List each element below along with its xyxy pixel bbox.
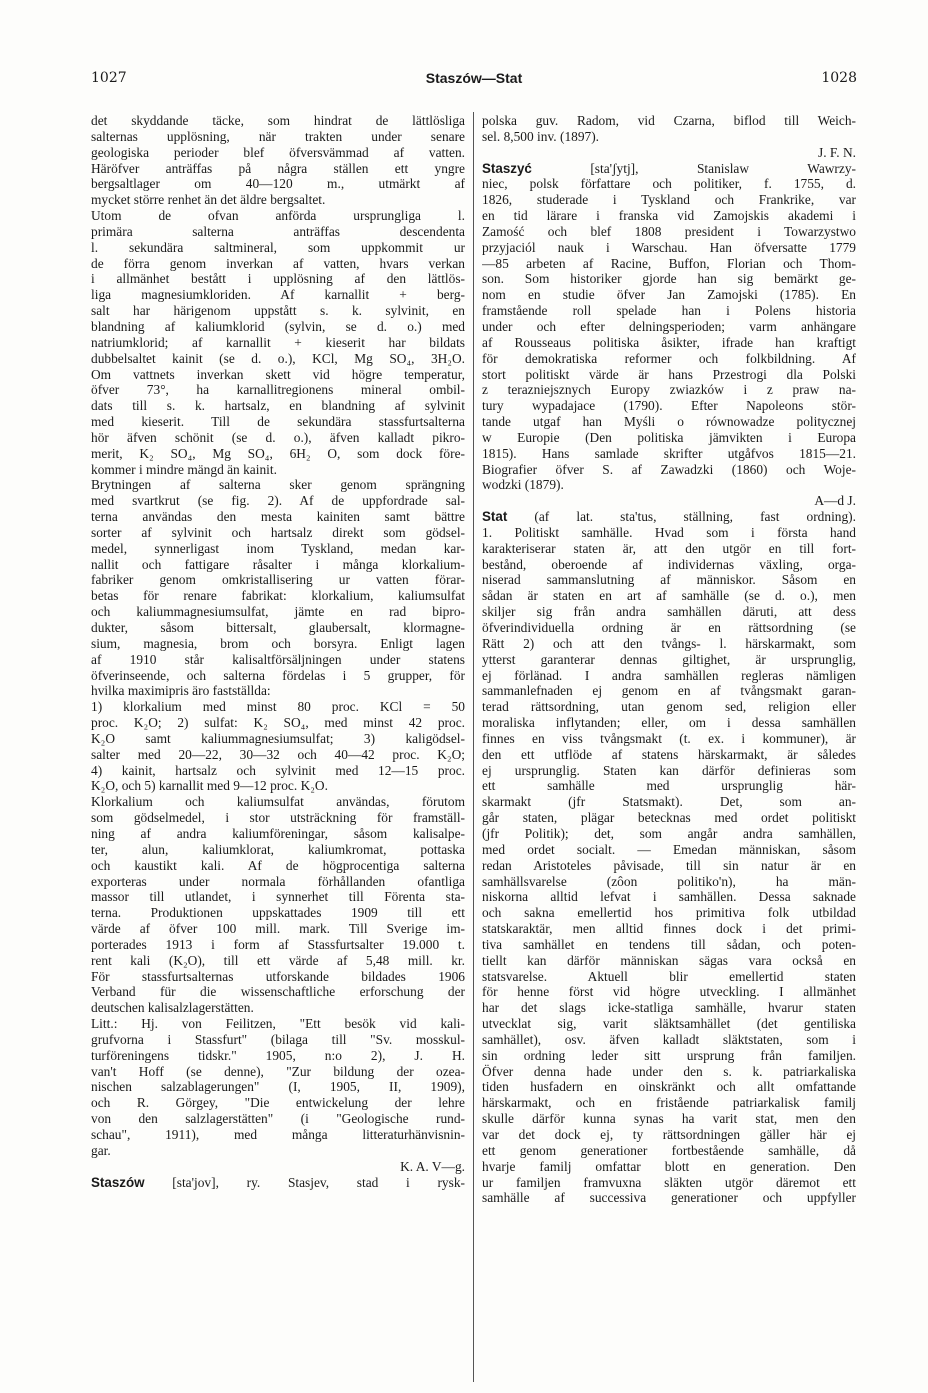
right-column-line: och sakna emellertid hos primitiva folk utbildad — [482, 905, 856, 921]
right-column-line: sel. 8,500 inv. (1897). — [482, 128, 600, 144]
right-column-line: stort politiskt värde är hans Przestrogi dla Polski — [482, 366, 856, 382]
left-column-line: sorter af sylvinit och hartsalz direkt som gödsel- — [91, 524, 465, 540]
left-column-line: Staszów [sta'jov], ry. Stasjev, stad i rysk- — [91, 1174, 465, 1190]
left-column-line: de förra genom inverkan af vatten, hvars verkan — [91, 255, 465, 271]
left-column-line: Häröfver anträffas på några ställen ett yngre — [91, 160, 465, 176]
right-column-line: w Europie (Den politiska jämvikten i Europa — [482, 429, 856, 445]
left-page-number: 1027 — [91, 70, 127, 86]
left-column-line: Litt.: Hj. von Feilitzen, "Ett besök vid kali- — [91, 1016, 465, 1032]
right-column-line: af Rousseaus politiska åsikter, ifrade han kraftigt — [482, 334, 856, 350]
left-column-line: massor till utlandet, i synnerhet till Förenta sta- — [91, 889, 465, 905]
left-column-line: betas för renare fabrikat: klorkalium, kaliumsulfat — [91, 588, 465, 604]
right-column-line: —85 arbeten af Racine, Buffon, Florian och Thom- — [482, 255, 856, 271]
right-column-line: przyjaciól nauk i Warschau. Han öfversatte 1779 — [482, 239, 856, 255]
right-column-line: 1815). Hans samlade skrifter utgåfvos 1815—21. — [482, 445, 856, 461]
right-column-line: har det slags icke-statliga samhälle, hvarur staten — [482, 1000, 856, 1016]
left-column-line: medel, synnerligast inom Tyskland, medan kar- — [91, 540, 465, 556]
left-column — [91, 113, 465, 1190]
left-column-line: nallit och fattigare råsalter i många klorkalium- — [91, 556, 465, 572]
left-column-line: dats till s. k. hartsalz, en blandning af sylvinit — [91, 398, 465, 414]
left-column-line: ter, alun, kaliumklorat, kaliumkromat, pottaska — [91, 841, 465, 857]
right-column-line: för henne först vid högre utveckling. I allmänhet — [482, 984, 856, 1000]
right-column-line: hvarje familj omfattar blott en generation. Den — [482, 1158, 856, 1174]
right-column-line: var det dock ej, ty rättsordningen gäller här ej — [482, 1127, 856, 1142]
left-column-line: Om vattnets inverkan skett vid högre temperatur, — [91, 366, 465, 382]
left-column-line: och R. Görgey, "Die entwickelung der lehre — [91, 1095, 465, 1111]
right-column-line: framstående roll spelade han i Polens historia — [482, 303, 856, 319]
right-column-line: bestånd, oberoende af individernas växling, orga- — [482, 556, 856, 572]
right-column-line: niserad sammanslutning af människor. Såsom en — [482, 572, 856, 588]
left-column-line: öfver 73°, ha karnallitregionens mineral ombil- — [91, 382, 465, 398]
right-column-line: skulle därför kunna synas ha varit stat, men den — [482, 1111, 856, 1127]
right-column-line: ett samhälle med ursprunglig här- — [482, 778, 856, 794]
left-column-line: liga magnesiumkloriden. Af karnallit + berg- — [91, 287, 465, 303]
right-column-line: redan Aristoteles påvisade, till sin natur är en — [482, 857, 856, 873]
left-column-line: 1) klorkalium med minst 80 proc. KCl = 50 — [91, 699, 465, 715]
left-column-line: terna användas den mesta kainiten samt bättre — [91, 509, 465, 525]
right-column-line: wodzki (1879). — [482, 477, 564, 493]
right-column-line: Öfver denna hade under den s. k. patriarkaliska — [482, 1063, 856, 1079]
left-column-line: Utom de ofvan anförda ursprungliga l. — [91, 208, 465, 224]
left-column-line: det skyddande täcke, som hindrat de lättlösliga — [91, 113, 465, 128]
right-column-line: finnes en viss tvångsmakt (t. ex. i kommuner), är — [482, 730, 856, 746]
left-column-line: nischen salzablagerungen" (I, 1905, II, 1909), — [91, 1079, 465, 1095]
right-column-line: sin ordning leder sitt ursprung från familjen. — [482, 1047, 856, 1063]
right-column-line: utvecklat sig, varit släktsamhället (det gentiliska — [482, 1016, 856, 1032]
right-column-line: J. F. N. — [818, 144, 856, 160]
right-column-line: samhället), osv. äfven kalladt släktstaten, som i — [482, 1031, 856, 1047]
left-column-line: turföreningens tidskr." 1905, n:o 2), J. H. — [91, 1047, 465, 1063]
right-column-line: ytterst garanterar dennas giltighet, är ursprunglig, — [482, 651, 856, 667]
left-column-line: ning af andra kaliumföreningar, såsom kalisalpe- — [91, 825, 465, 841]
left-column-line: blandning af kaliumklorid (sylvin, se d. o.) med — [91, 318, 465, 334]
right-column-line: A—d J. — [814, 493, 856, 509]
right-column-line: tiva samhället en tendens till sådan, och poten- — [482, 936, 856, 952]
right-column-line: Biografier öfver S. af Zawadzki (1860) och Woje- — [482, 461, 856, 477]
right-column-line: härskarmakt, och en fristående patriarkalisk familj — [482, 1095, 856, 1111]
left-column-line: natriumklorid; af karnallit + kieserit har bildats — [91, 334, 465, 350]
left-column-line: primära salterna anträffas descendenta — [91, 223, 465, 239]
right-column-line: öfverindividuella ordning är en rättsordning (se — [482, 620, 856, 635]
right-column-line: terad rättsordning, utan genom sed, religion eller — [482, 699, 856, 715]
left-column-line: K. A. V—g. — [400, 1158, 465, 1174]
left-column-line: Klorkalium och kaliumsulfat användas, förutom — [91, 794, 465, 810]
page-header — [91, 70, 857, 94]
right-column-line: son. Som historiker gjorde han sig bemärkt ge- — [482, 271, 856, 287]
right-column-line: skiljer sig från andra samhällen däruti, att dess — [482, 604, 856, 620]
left-column-line: bergsaltlager om 40—120 m., utmärkt af — [91, 176, 465, 192]
left-column-line: salternas upplösning, när trakten under senare — [91, 128, 465, 144]
left-column-line: sium, magnesia, brom och borsyra. Enligt lagen — [91, 635, 465, 651]
right-column-line: skarmakt (jfr Statsmakt). Det, som an- — [482, 794, 856, 810]
left-column-line: med svartkrut (se fig. 2). Af de uppfordrade sal- — [91, 493, 465, 509]
right-column-line: sammanlefnaden ej genom en af tvångsmakt garan- — [482, 683, 856, 699]
right-column-line: moraliska inflytanden; eller, om i dessa samhällen — [482, 715, 856, 731]
left-column-line: merit, K₂ SO₄, Mg SO₄, 6H₂ O, som dock före- — [91, 445, 465, 461]
left-column-line: salter med 20—22, 30—32 och 40—42 proc. K₂O; — [91, 746, 465, 762]
left-column-line: som gödselmedel, i stor utsträckning för framställ- — [91, 810, 465, 826]
left-column-line: Verband für die wissenschaftliche erforschung der — [91, 984, 465, 1000]
left-column-line: med kieserit. Till de sekundära stassfurtsalterna — [91, 414, 465, 430]
left-column-line: grufvorna i Stassfurt" (bilaga till "Sv. mosskul- — [91, 1031, 465, 1047]
left-column-line: deutschen kalisalzlagerstätten. — [91, 1000, 254, 1016]
left-column-line: kommer i mindre mängd än kainit. — [91, 461, 277, 477]
right-page-number: 1028 — [821, 70, 857, 86]
left-column-line: hvilka maximipris äro fastställda: — [91, 683, 271, 699]
left-column-line: öfverinseende, och salterna fördelas i 5 grupper, för — [91, 667, 465, 683]
left-column-line: och kaliummagnesiumsulfat, jämte en rad bipro- — [91, 604, 465, 620]
right-column-line: ur familjen framvuxna släkten utgör däremot ett — [482, 1174, 856, 1190]
left-column-line: von den salzlagerstätten" (i "Geologische rund- — [91, 1111, 465, 1127]
left-column-line: proc. K₂O; 2) sulfat: K₂ SO₄, med minst 42 proc. — [91, 715, 465, 731]
right-column-line: en tid lärare i franska vid Zamojskis akademi i — [482, 208, 856, 224]
right-column-line: för demokratiska reformer och folkbildning. Af — [482, 350, 856, 366]
left-column-line: rent kali (K₂O), till ett värde af 5,48 mill. kr. — [91, 952, 465, 968]
right-column — [482, 113, 856, 1206]
left-column-line: hör äfven schönit (se d. o.), äfven kalladt pikro- — [91, 429, 465, 445]
right-column-line: (jfr Politik); det, som angår andra samhällen, — [482, 825, 856, 841]
right-column-line: Zamość och blef 1808 president i Towarzystwo — [482, 223, 856, 239]
left-column-line: värde af öfver 100 mill. mark. Till Sverige im- — [91, 921, 465, 937]
right-column-line: med ordet socialt. — Emedan människan, såsom — [482, 841, 856, 857]
left-column-line: K₂O samt kaliummagnesiumsulfat; 3) kaligödsel- — [91, 730, 465, 746]
right-column-line: under och efter delningsperioden; varm anhängare — [482, 318, 856, 334]
right-column-line: ej ursprunglig. Staten kan därför definieras som — [482, 762, 856, 778]
column-divider — [473, 112, 474, 1382]
right-column-line: tande utgaf han Myśli o równowadze politycznej — [482, 414, 856, 430]
left-column-line: och kaustikt kali. Af de högprocentiga salterna — [91, 857, 465, 873]
right-column-line: polska guv. Radom, vid Czarna, biflod till Weich- — [482, 113, 856, 128]
right-column-line: den ett utflöde af statens härskarmakt, är således — [482, 746, 856, 762]
left-column-line: exporteras under normala förhållanden ofantliga — [91, 873, 465, 889]
left-column-line: af 1910 står kalisaltförsäljningen under statens — [91, 651, 465, 667]
right-column-line: ej förlänad. I andra samhällen regleras nämligen — [482, 667, 856, 683]
left-column-line: l. sekundära saltmineral, som uppkommit ur — [91, 239, 465, 255]
left-column-line: K₂O, och 5) karnallit med 9—12 proc. K₂O. — [91, 778, 328, 794]
right-column-line: niskorna alltid lefvat i samhällen. Dessa saknade — [482, 889, 856, 905]
right-column-line: ett genom generationer fortbestående samhälle, då — [482, 1142, 856, 1158]
right-column-line: 1. Politiskt samhälle. Hvad som i första hand — [482, 524, 856, 540]
left-column-line: Brytningen af salterna sker genom sprängning — [91, 477, 465, 493]
right-column-line: z terazniejsznych Europy zwiazków i z praw na- — [482, 382, 856, 398]
right-column-line: sådan är staten en art af samhälle (se d. o.), men — [482, 588, 856, 604]
right-column-line: karakteriserar staten är, att den utgör en till fort- — [482, 540, 856, 556]
right-column-line: tiellt kan därför människan sägas vara också en — [482, 952, 856, 968]
left-column-line: För stassfurtsalternas utforskande bildades 1906 — [91, 968, 465, 984]
left-column-line: terna. Produktionen uppskattades 1909 till ett — [91, 905, 465, 921]
left-column-line: salt har härigenom uppstått s. k. sylvinit, en — [91, 303, 465, 319]
left-column-line: van't Hoff (se denne), "Zur bildung der ozea- — [91, 1063, 465, 1079]
right-column-line: niec, polsk författare och politiker, f. 1755, d. — [482, 176, 856, 192]
right-column-line: statsvarelse. Aktuell blir emellertid staten — [482, 968, 856, 984]
right-column-line: tiden husfadern en oinskränkt och allt omfattande — [482, 1079, 856, 1095]
right-column-line: 1826, studerade i Tyskland och Frankrike, var — [482, 192, 856, 208]
left-column-line: dubbelsaltet kainit (se d. o.), KCl, Mg SO₄, 3H₂O. — [91, 350, 465, 366]
right-column-line: nom en studie öfver Jan Zamojski (1785). En — [482, 287, 856, 303]
left-column-line: fabriker genom omkristallisering ur vatten förar- — [91, 572, 465, 588]
left-column-line: i allmänhet bestått i upplösning af den lättlös- — [91, 271, 465, 287]
right-column-line: Rätt 2) och att den tvångs- l. härskarmakt, som — [482, 635, 856, 651]
left-column-line: porterades 1913 i form af Stassfurtsalter 19.000 t. — [91, 936, 465, 952]
right-column-line: Staszyć [sta'ʃytj], Stanislaw Wawrzy- — [482, 160, 856, 176]
right-column-line: tury wypadajace (1790). Efter Napoleons stör- — [482, 398, 856, 414]
left-column-line: 4) kainit, hartsalz och sylvinit med 12—15 proc. — [91, 762, 465, 778]
right-column-line: samhälle af successiva generationer och uppfyller — [482, 1190, 856, 1206]
left-column-line: gar. — [91, 1142, 111, 1158]
running-title: Staszów—Stat — [425, 70, 523, 86]
right-column-line: går staten, plägar betecknas med ordet politiskt — [482, 810, 856, 826]
left-column-line: dukter, såsom bittersalt, glaubersalt, klormagne- — [91, 620, 465, 635]
left-column-line: geologiska perioder blef öfversvämmad af vatten. — [91, 144, 465, 160]
right-column-line: samhällsvarelse (zôon politiko'n), ha män- — [482, 873, 856, 889]
right-column-line: statskaraktär, men alltid finnes dock i det primi- — [482, 921, 856, 937]
left-column-line: mycket större renhet än det äldre bergsaltet. — [91, 192, 326, 208]
right-column-line: Stat (af lat. sta'tus, ställning, fast ordning). — [482, 509, 856, 525]
left-column-line: schau", 1911), med många litteraturhänvisnin- — [91, 1127, 465, 1142]
